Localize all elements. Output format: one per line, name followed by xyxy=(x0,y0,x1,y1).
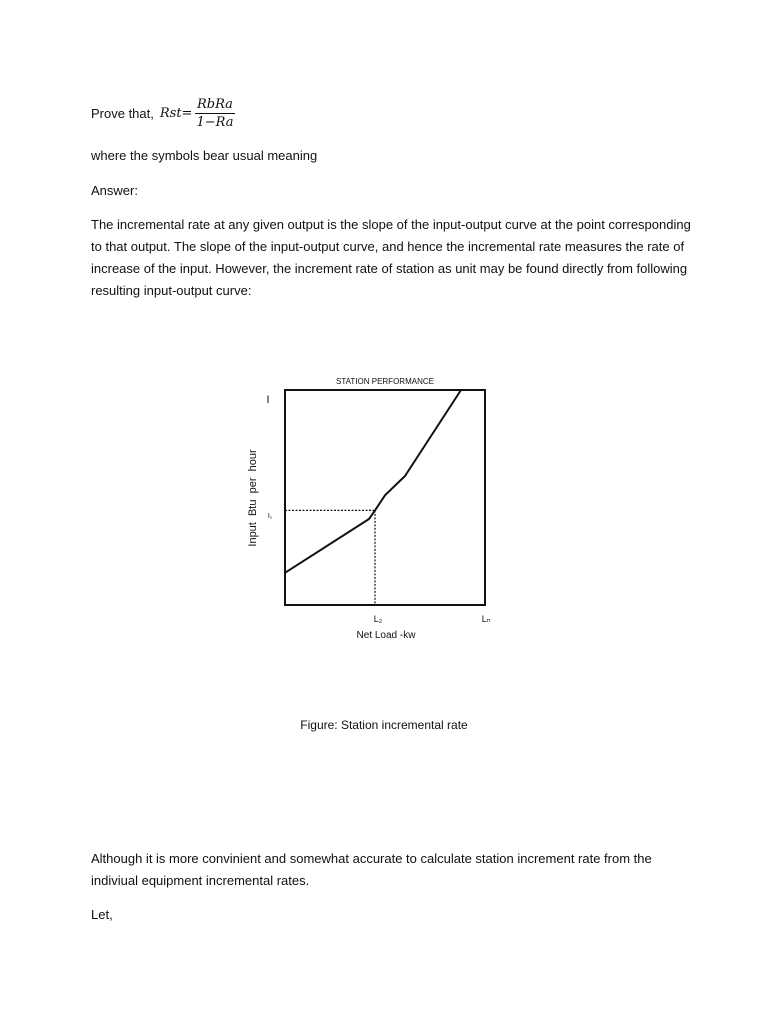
chart-title: STATION PERFORMANCE xyxy=(336,377,434,386)
let-label: Let, xyxy=(91,907,113,922)
formula-fraction xyxy=(194,96,235,131)
figure-caption: Figure: Station incremental rate xyxy=(300,718,468,732)
formula-numerator: RbRa xyxy=(196,96,233,112)
station-performance-figure xyxy=(240,370,520,650)
paragraph-intro: The incremental rate at any given output is the slope of the input-output curve at the point corresponding to that output. The slope of the input-output curve, and hence the incremental rate measures the rate of increase of the input. However, the increment rate of station as unit may be found directly from following resulting input-output curve: xyxy=(91,217,691,298)
y-tick-i1: I₁ xyxy=(267,513,273,520)
paragraph-followup: Although it is more convinient and somewhat accurate to calculate station increment rate from the indiviual equipment incremental rates. xyxy=(91,851,652,888)
x-tick-l2: L₂ xyxy=(373,614,383,624)
x-axis-label: Net Load -kw xyxy=(356,630,416,641)
x-tick-ln: Lₙ xyxy=(481,614,491,624)
formula-denominator: 1−Ra xyxy=(196,114,234,130)
where-line: where the symbols bear usual meaning xyxy=(91,148,318,163)
input-output-curve xyxy=(285,390,461,573)
prove-prefix: Prove that, xyxy=(91,105,154,121)
y-tick-top: I xyxy=(266,394,270,406)
prove-line xyxy=(91,93,235,133)
station-performance-chart xyxy=(240,370,520,650)
formula-lhs: Rst= xyxy=(159,105,193,121)
y-axis-label: Input Btu per hour xyxy=(247,449,259,547)
plot-frame xyxy=(285,390,485,605)
answer-label: Answer: xyxy=(91,183,138,198)
